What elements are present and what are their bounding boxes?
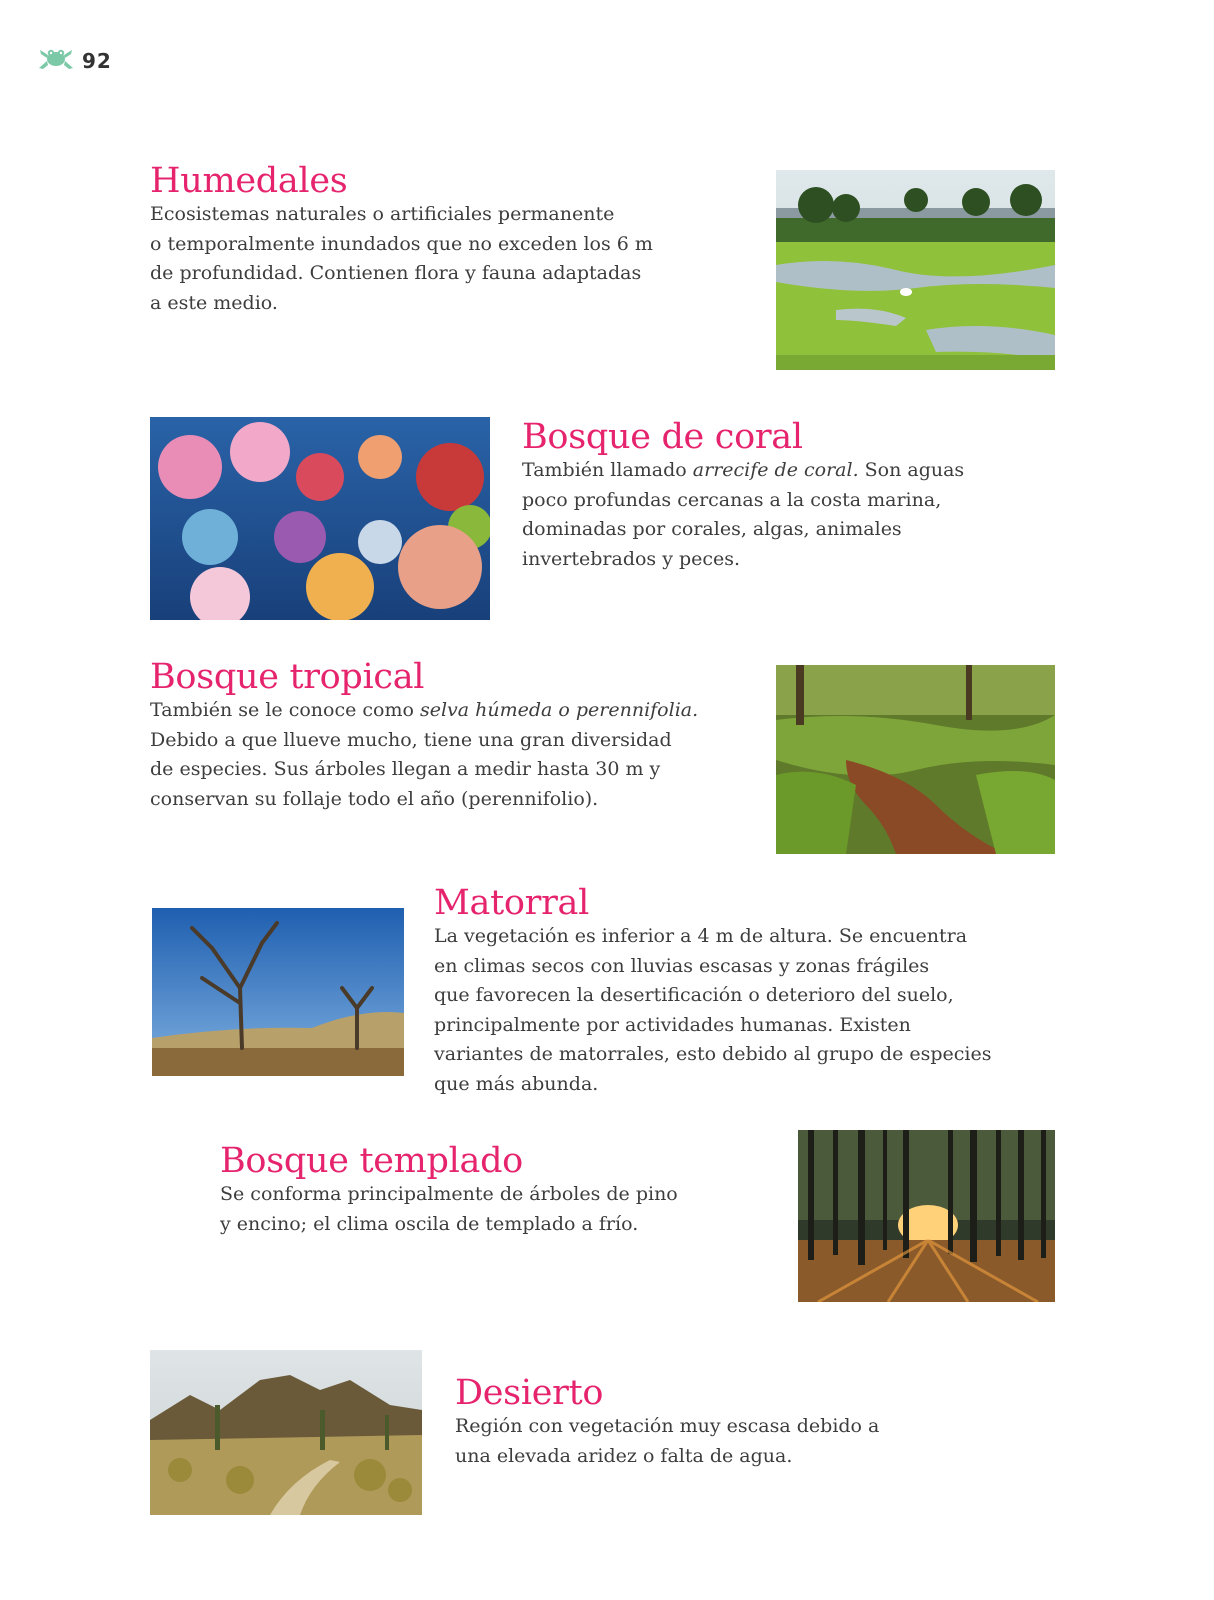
page-number: [36, 44, 112, 78]
section-body: [522, 456, 1042, 574]
wetland-photo: [776, 170, 1055, 370]
section-title: Matorral: [434, 883, 589, 923]
section-body: [150, 696, 750, 814]
section-title: Desierto: [455, 1373, 604, 1413]
tropical-forest-photo: [776, 665, 1055, 854]
body-line: en climas secos con lluvias escasas y zonas frágiles: [434, 954, 930, 977]
body-line: de profundidad. Contienen flora y fauna adaptadas: [150, 262, 642, 284]
body-line: La vegetación es inferior a 4 m de altura. Se encuentra: [434, 925, 968, 947]
body-italic: arrecife de coral.: [692, 459, 859, 481]
scrubland-photo: [152, 908, 404, 1076]
section-bosque-de-coral: [522, 418, 1042, 574]
body-line: dominadas por corales, algas, animales: [522, 518, 902, 540]
body-line: Se conforma principalmente de árboles de pino: [220, 1183, 678, 1205]
page-number-text: 92: [82, 49, 112, 73]
body-line: de especies. Sus árboles llegan a medir hasta 30 m y: [150, 758, 661, 780]
body-text: Son aguas: [858, 459, 965, 481]
section-body: [455, 1412, 975, 1471]
body-line: principalmente por actividades humanas. Existen: [434, 1013, 911, 1036]
body-line: una elevada aridez o falta de agua.: [455, 1444, 793, 1467]
section-humedales: [150, 162, 730, 318]
section-body: [434, 922, 1054, 1099]
body-line: conservan su follaje todo el año (perennifolio).: [150, 787, 599, 810]
temperate-forest-photo: [798, 1130, 1055, 1302]
body-line: poco profundas cercanas a la costa marina,: [522, 488, 942, 511]
body-line: [522, 456, 1042, 486]
body-line: y encino; el clima oscila de templado a frío.: [220, 1212, 639, 1235]
section-desierto: [455, 1374, 975, 1471]
body-line: [150, 696, 750, 726]
body-line: que más abunda.: [434, 1072, 599, 1095]
body-line: variantes de matorrales, esto debido al grupo de especies: [434, 1043, 992, 1065]
section-body: [150, 200, 730, 318]
section-title: Bosque tropical: [150, 657, 425, 697]
body-line: Ecosistemas naturales o artificiales permanente: [150, 203, 615, 225]
body-line: que favorecen la desertificación o deterioro del suelo,: [434, 984, 954, 1006]
desert-photo: [150, 1350, 422, 1515]
section-body: [220, 1180, 780, 1239]
body-line: o temporalmente inundados que no exceden los 6 m: [150, 232, 653, 255]
body-text: También se le conoce como: [150, 699, 420, 721]
body-line: Debido a que llueve mucho, tiene una gran diversidad: [150, 728, 672, 751]
section-title: Humedales: [150, 161, 348, 201]
body-line: invertebrados y peces.: [522, 547, 741, 570]
body-line: Región con vegetación muy escasa debido a: [455, 1415, 880, 1437]
section-title: Bosque de coral: [522, 417, 803, 457]
section-title: Bosque templado: [220, 1141, 523, 1181]
coral-reef-photo: [150, 417, 490, 620]
section-bosque-tropical: [150, 658, 750, 814]
body-text: También llamado: [522, 459, 693, 481]
section-matorral: [434, 884, 1054, 1099]
section-bosque-templado: [220, 1142, 780, 1239]
frog-icon: [36, 44, 76, 78]
body-italic: selva húmeda o perennifolia.: [419, 699, 699, 721]
body-line: a este medio.: [150, 291, 278, 314]
